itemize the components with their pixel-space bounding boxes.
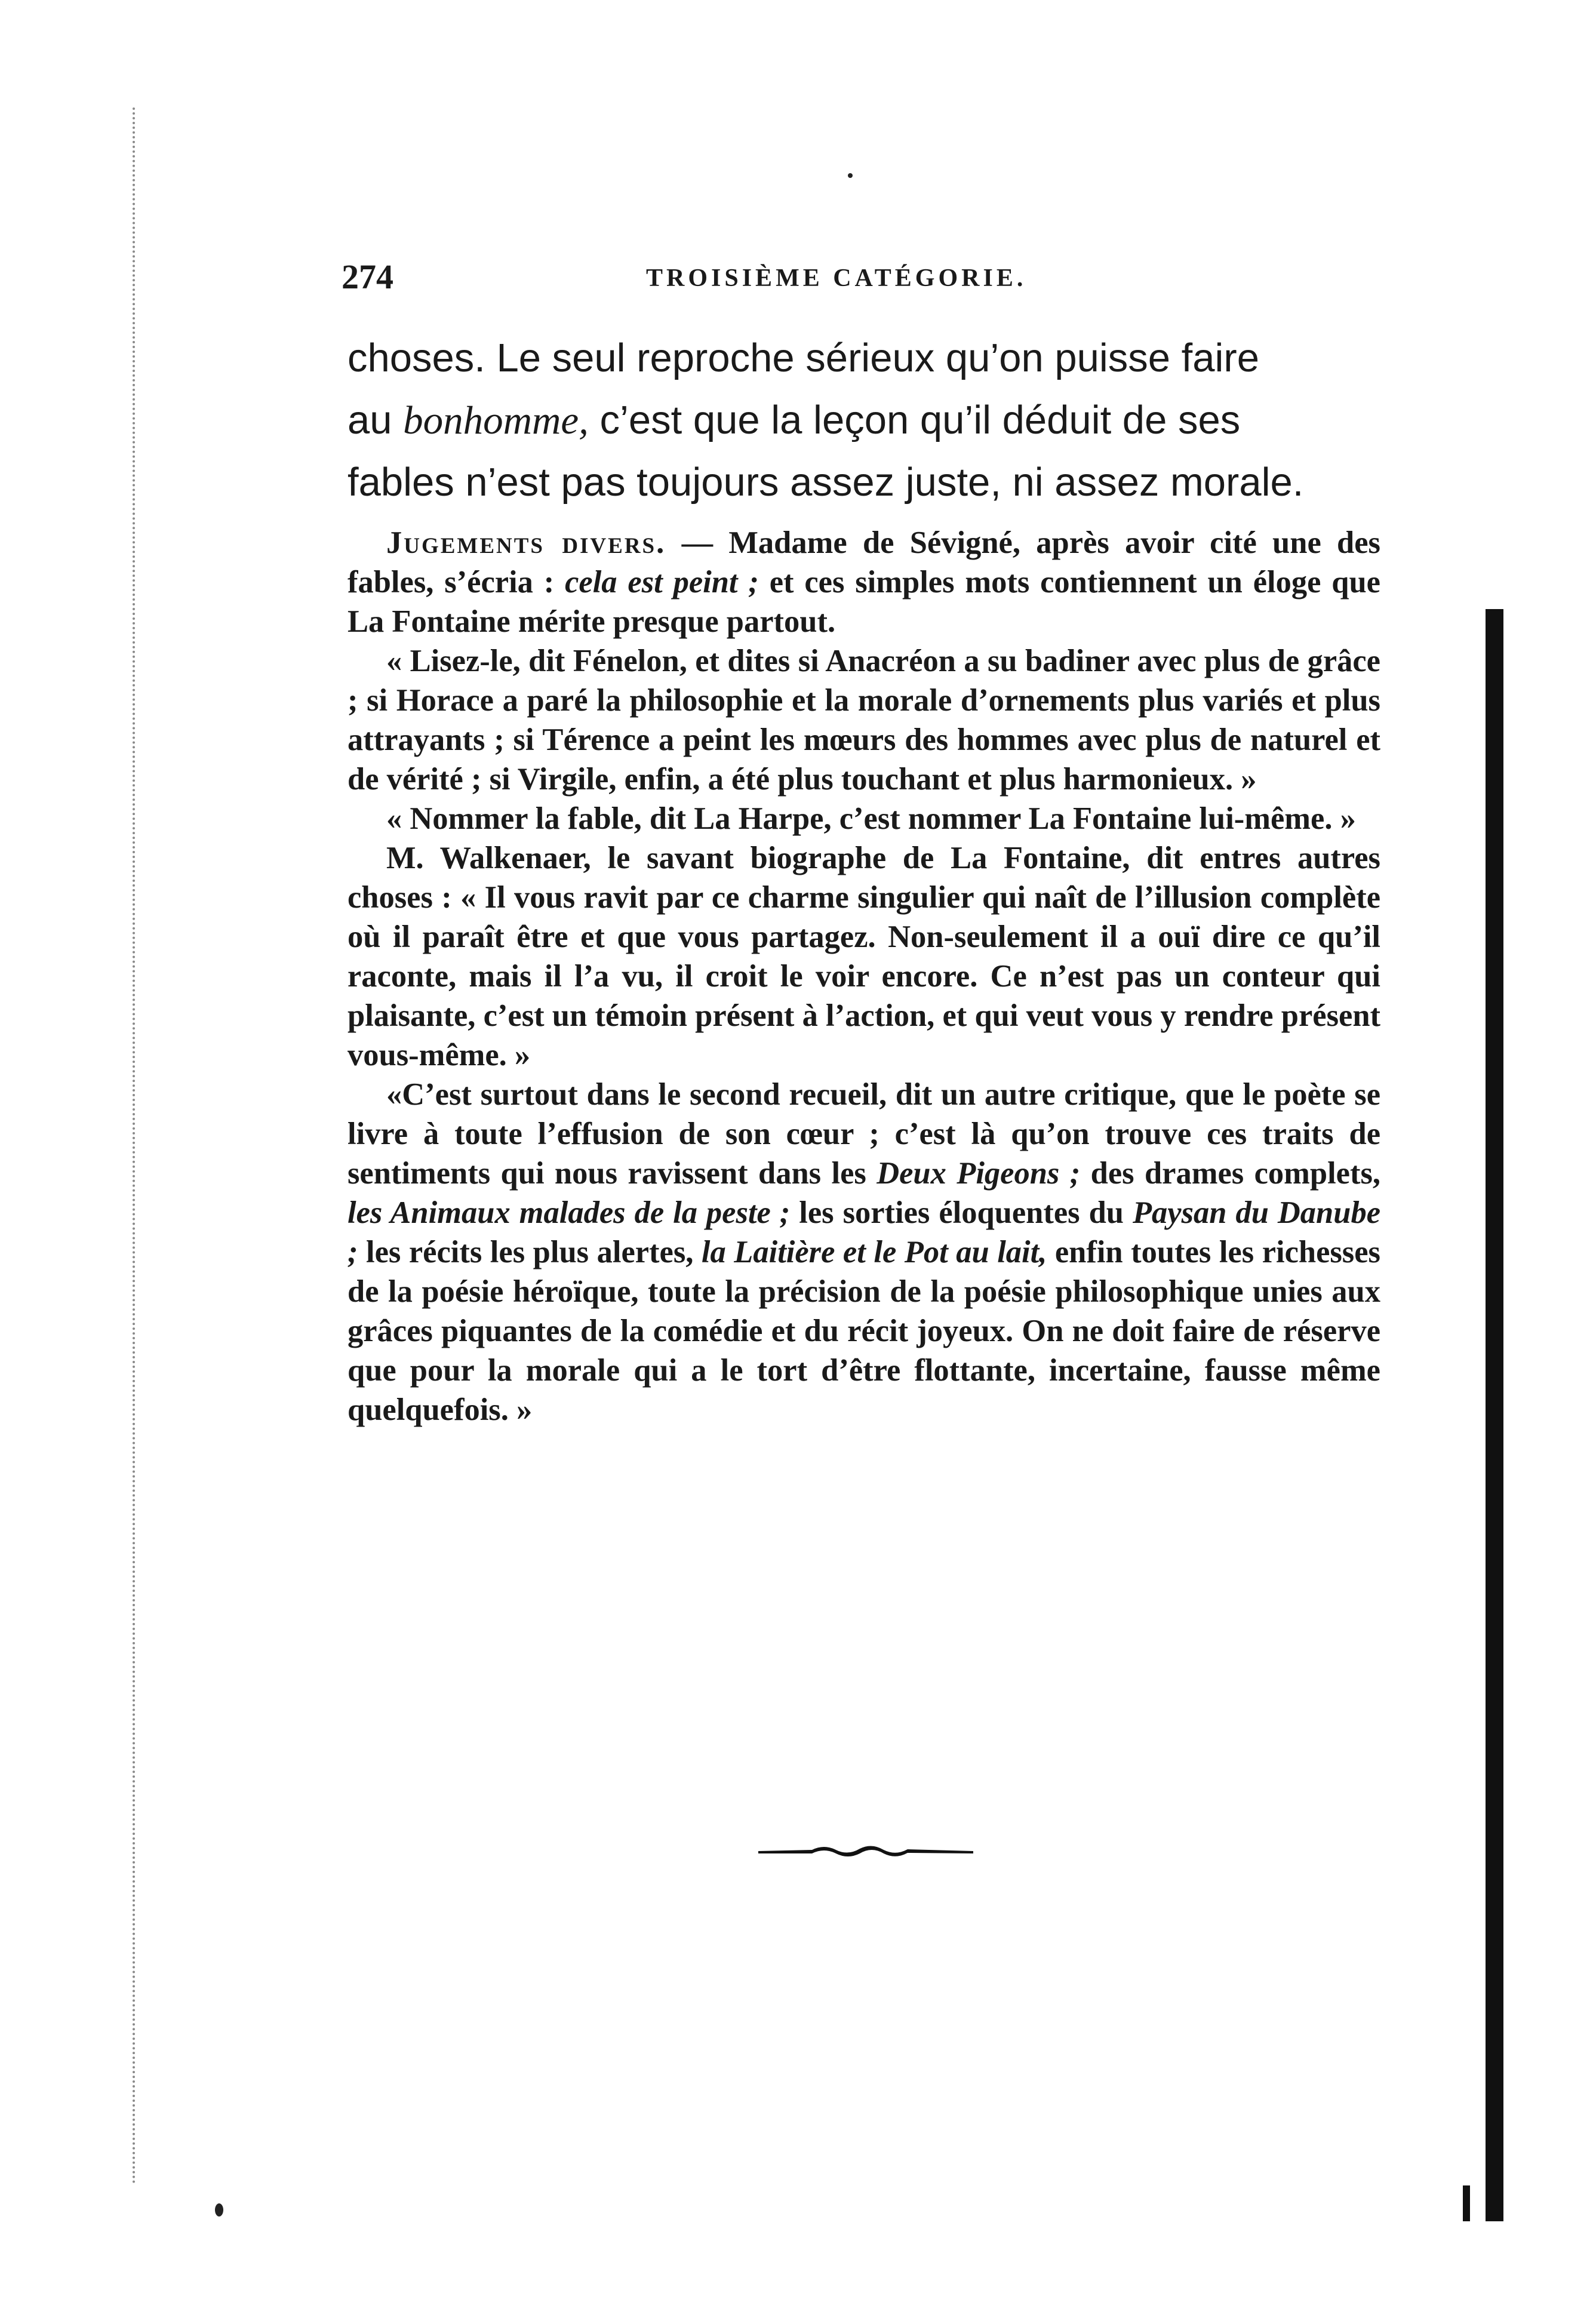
end-ornament [758, 1838, 973, 1862]
paragraph-walkenaer: M. Walkenaer, le savant biographe de La Fontaine, dit entres autres choses : « Il vous ravit par ce charme singulier qui naît de l’illusion complète où il paraît être et que vous partagez. Non-seulement il a ouï dire ce qu’il raconte, mais il l’a vu, il croit le voir encore. Ce n’est pas un conteur qui plaisante, c’est un témoin présent à l’action, et qui veut vous y rendre présent vous-même. » [347, 841, 1380, 1072]
fable-title: les Animaux malades de la peste ; [347, 1195, 791, 1230]
lead-line [347, 389, 1380, 451]
section-heading: Jugements divers. [386, 525, 666, 560]
lead-italic-word: bonhomme, [403, 398, 589, 442]
lead-text: au [347, 398, 404, 442]
paragraph-text: des drames complets, [1080, 1156, 1380, 1191]
ink-speck [215, 2203, 223, 2217]
paragraph-la-harpe: « Nommer la fable, dit La Harpe, c’est nommer La Fontaine lui-même. » [386, 801, 1356, 836]
paragraph-critique [347, 1075, 1380, 1430]
lead-line: fables n’est pas toujours assez juste, ni assez morale. [347, 460, 1304, 505]
page-header [342, 257, 1082, 311]
fable-title: Paysan du Danube ; [347, 1195, 1381, 1269]
fable-title: Deux Pigeons ; [877, 1156, 1081, 1191]
paragraph-text: — Madame de Sévigné, après avoir cité une des fables, s’écria : [347, 525, 1380, 600]
lead-line: choses. Le seul reproche sérieux qu’on puisse faire [347, 336, 1259, 380]
paragraph-text: enfin toutes les richesses de la poésie héroïque, toute la précision de la poésie philosophique unies aux grâces piquantes de la comédie et du récit joyeux. On ne doit faire de réserve que pour la morale qui a le tort d’être flottante, incertaine, fausse même quelquefois. » [347, 1235, 1380, 1427]
fable-title: la Laitière et le Pot au lait, [701, 1235, 1047, 1269]
page-edge-mark [1463, 2185, 1470, 2221]
binding-gutter-line [133, 107, 135, 2185]
running-title: TROISIÈME CATÉGORIE. [646, 265, 1027, 292]
page-number: 274 [342, 257, 393, 296]
page-edge-bar [1486, 609, 1503, 2221]
quoted-phrase: cela est peint ; [565, 565, 759, 600]
lead-text: c’est que la leçon qu’il déduit de ses [588, 398, 1241, 442]
paragraph-judgements [347, 523, 1380, 641]
judgements-section [347, 523, 1380, 1430]
paragraph-text: les sorties éloquentes du [790, 1195, 1133, 1230]
lead-paragraph [347, 327, 1380, 514]
paragraph-text: et ces simples mots contiennent un éloge que La Fontaine mérite presque partout. [347, 565, 1380, 639]
paragraph-fenelon: « Lisez-le, dit Fénelon, et dites si Anacréon a su badiner avec plus de grâce ; si Horace a paré la philosophie et la morale d’ornements plus variés et plus attrayants ; si Térence a peint les mœurs des hommes avec plus de naturel et de vérité ; si Virgile, enfin, a été plus touchant et plus harmonieux. » [347, 644, 1380, 797]
paragraph-text: «C’est surtout dans le second recueil, dit un autre critique, que le poète se livre à toute l’effusion de son cœur ; c’est là qu’on trouve ces traits de sentiments qui nous ravissent dans les [347, 1077, 1380, 1191]
ink-speck [848, 173, 853, 178]
paragraph-text: les récits les plus alertes, [358, 1235, 702, 1269]
